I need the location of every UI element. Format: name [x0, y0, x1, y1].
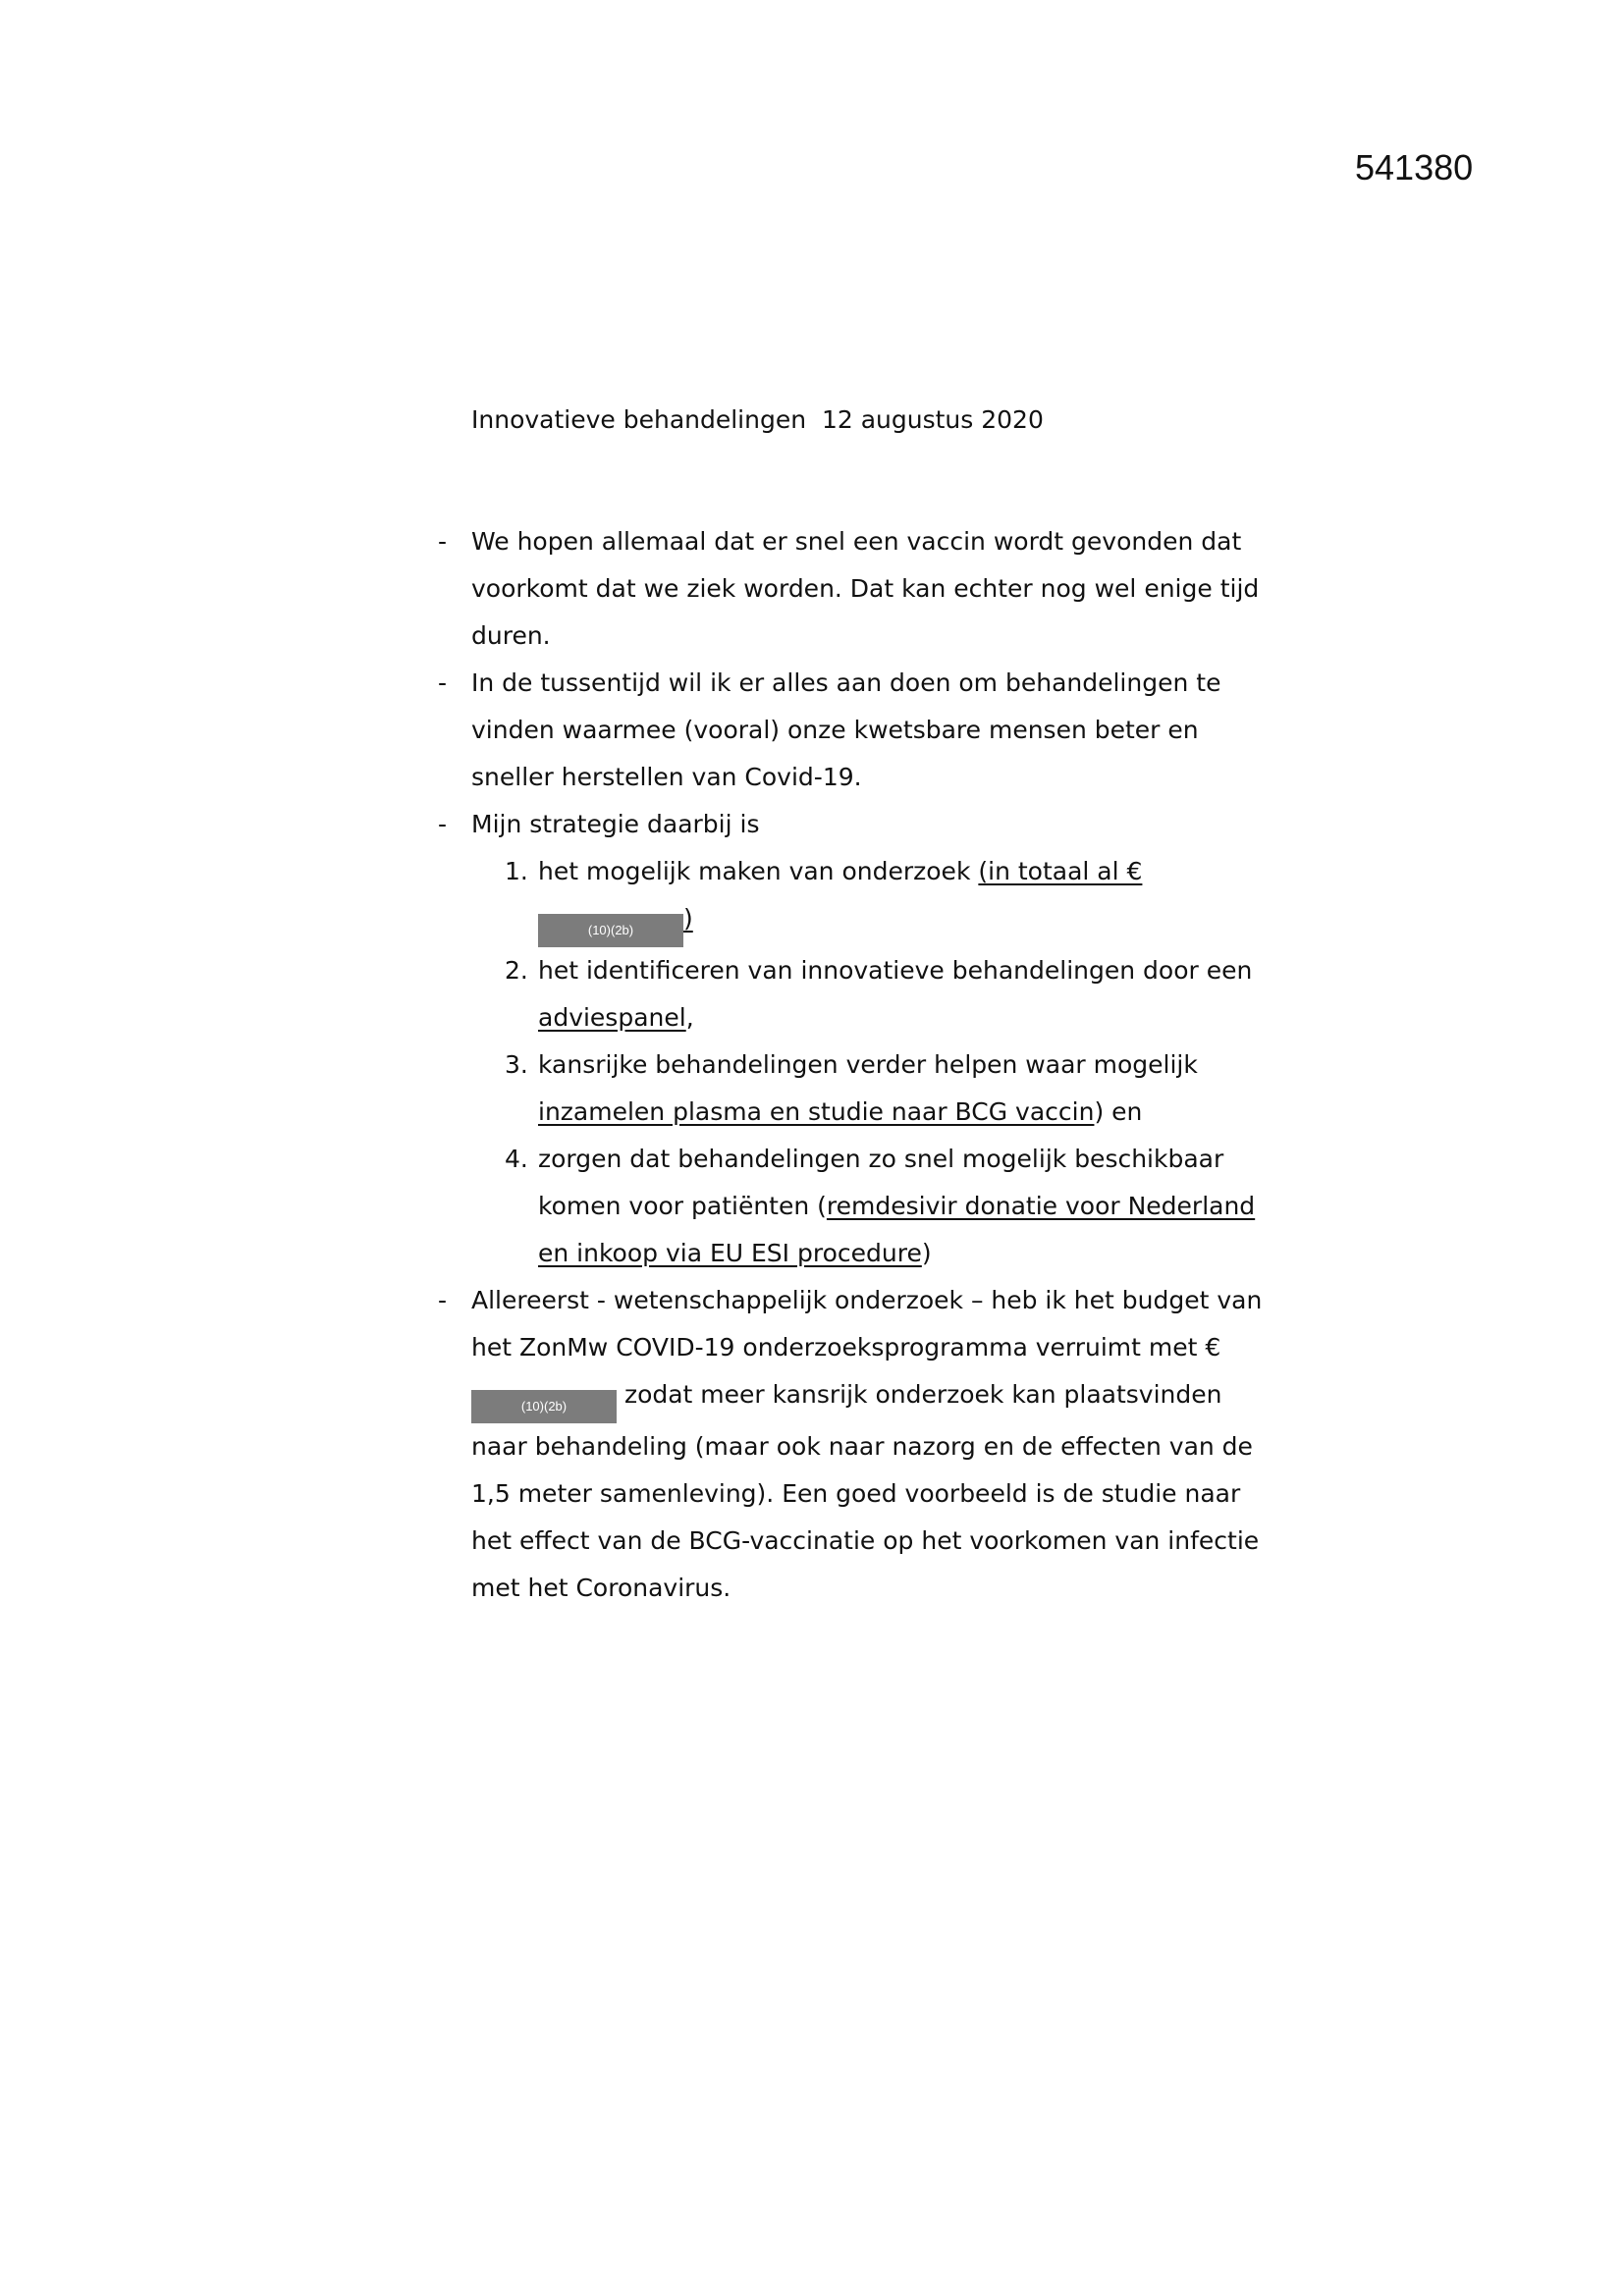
bullet-text: In de tussentijd wil ik er alles aan doen om behandelingen te vinden waarmee (vooral) onze kwetsbare mensen beter en sneller herstellen van Covid-19.: [471, 668, 1221, 791]
item-link[interactable]: adviespanel: [538, 1003, 686, 1032]
item-text-end: ): [921, 1239, 932, 1267]
bullet-text: We hopen allemaal dat er snel een vaccin wordt gevonden dat voorkomt dat we ziek worden. Dat kan echter nog wel enige tijd duren.: [471, 527, 1260, 650]
bullet-item: [438, 660, 1267, 801]
redaction-box: (10)(2b): [471, 1390, 617, 1423]
item-text: het identificeren van innovatieve behandelingen door een: [538, 956, 1253, 985]
item-link[interactable]: (in totaal al €(10)(2b) ): [538, 857, 1142, 933]
strategy-item: [471, 1041, 1267, 1136]
item-text-end: ,: [685, 1003, 694, 1032]
document-body: [438, 518, 1267, 1612]
bullet-text: Allereerst - wetenschappelijk onderzoek – heb ik het budget van het ZonMw COVID-19 onderzoeksprogramma verruimt met €: [471, 1286, 1263, 1362]
strategy-list: [471, 848, 1267, 1277]
list-number: 1.: [505, 857, 528, 885]
bullet-item: [438, 801, 1267, 1277]
list-number: 3.: [505, 1050, 528, 1079]
item-link[interactable]: remdesivir donatie voor Nederland en inkoop via EU ESI procedure: [538, 1192, 1256, 1267]
bullet-dash: -: [438, 527, 448, 556]
bullet-dash: -: [438, 668, 448, 697]
bullet-dash: -: [438, 1286, 448, 1314]
list-number: 2.: [505, 956, 528, 985]
bullet-item: [438, 518, 1267, 660]
item-text: het mogelijk maken van onderzoek: [538, 857, 979, 885]
list-number: 4.: [505, 1145, 528, 1173]
bullet-text-end: zodat meer kansrijk onderzoek kan plaatsvinden naar behandeling (maar ook naar nazorg en de effecten van de 1,5 meter samenleving). Een goed voorbeeld is de studie naar het effect van de BCG-vaccinatie op het voorkomen van infectie met het Coronavirus.: [471, 1380, 1260, 1602]
item-text-end: ) en: [1094, 1097, 1143, 1126]
document-title: Innovatieve behandelingen 12 augustus 2020: [471, 405, 1044, 434]
item-link[interactable]: inzamelen plasma en studie naar BCG vaccin: [538, 1097, 1095, 1126]
bullet-text: Mijn strategie daarbij is: [471, 810, 760, 838]
strategy-item: [471, 947, 1267, 1041]
strategy-item: [471, 1136, 1267, 1277]
document-number: 541380: [1355, 147, 1474, 187]
bullet-item: [438, 1277, 1267, 1612]
redaction-box: (10)(2b): [538, 914, 683, 947]
strategy-item: [471, 848, 1267, 947]
item-text: kansrijke behandelingen verder helpen waar mogelijk: [538, 1050, 1198, 1079]
bullet-dash: -: [438, 810, 448, 838]
item-text: zorgen dat behandelingen zo snel mogelijk beschikbaar komen voor patiënten (: [538, 1145, 1224, 1220]
